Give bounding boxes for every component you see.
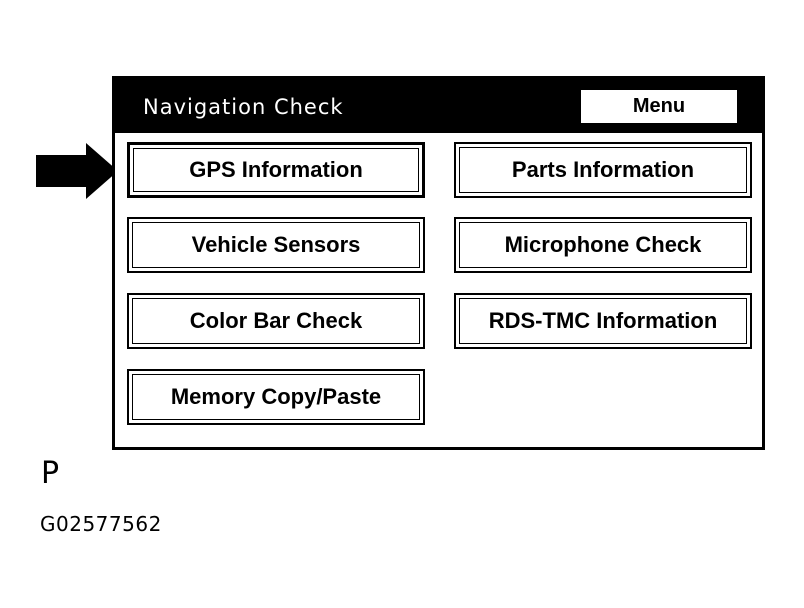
screen-title: Navigation Check	[143, 95, 344, 119]
color-bar-check-button[interactable]: Color Bar Check	[127, 293, 425, 349]
pointer-arrow-icon	[36, 143, 118, 199]
rds-tmc-information-button[interactable]: RDS-TMC Information	[454, 293, 752, 349]
figure-id: G02577562	[40, 512, 162, 536]
title-bar	[115, 79, 762, 133]
menu-button[interactable]: Menu	[581, 90, 737, 123]
microphone-check-button[interactable]: Microphone Check	[454, 217, 752, 273]
vehicle-sensors-button[interactable]: Vehicle Sensors	[127, 217, 425, 273]
p-label: P	[41, 456, 60, 491]
navigation-check-screen	[112, 76, 765, 450]
gps-information-button[interactable]: GPS Information	[127, 142, 425, 198]
parts-information-button[interactable]: Parts Information	[454, 142, 752, 198]
memory-copy-paste-button[interactable]: Memory Copy/Paste	[127, 369, 425, 425]
